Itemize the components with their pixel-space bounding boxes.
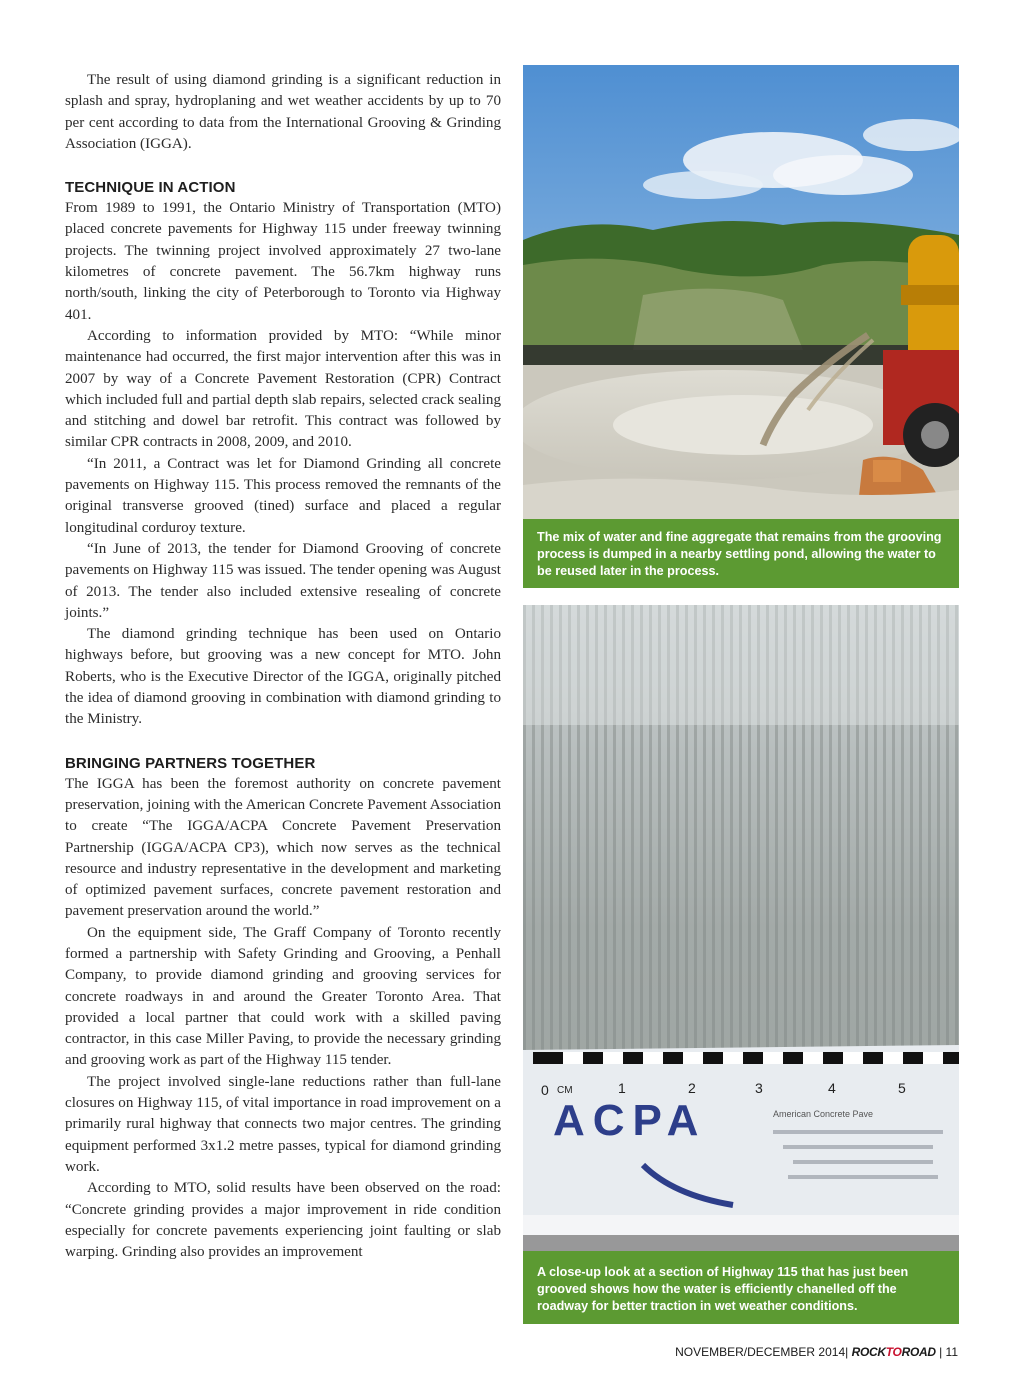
paragraph: According to information provided by MTO: “While minor maintenance had occurred, the first major intervention after this was in 2007 by way of a Concrete Pavement Restoration (CPR) Contract which included full and partial depth slab repairs, selected crack sealing and stitching and dowel bar retrofit. This contract was followed by similar CPR contracts in 2008, 2009, and 2010. [65, 327, 501, 451]
paragraph: “In 2011, a Contract was let for Diamond Grinding all concrete pavements on Highway 115. This process removed the remnants of the original transverse grooved (tined) surface and placed a regular longitudinal corduroy texture. [65, 455, 501, 536]
intro-paragraph: The result of using diamond grinding is a significant reduction in splash and spray, hydroplaning and wet weather accidents by up to 70 per cent according to data from the International Grooving & Grinding Association (IGGA). [65, 72, 501, 152]
svg-text:CM: CM [557, 1085, 573, 1096]
svg-text:2: 2 [688, 1080, 696, 1096]
paragraph: On the equipment side, The Graff Company of Toronto recently formed a partnership with Safety Grinding and Grooving, a Penhall Company, to provide diamond grinding and grooving services for concrete roadways in and around the Greater Toronto Area. That provided a local partner that could work with a skilled paving contractor, in this case Miller Paving, to provide the necessary grinding and grooving work as part of the Highway 115 tender. [65, 924, 501, 1069]
svg-text:1: 1 [618, 1080, 626, 1096]
section-heading-partners: BRINGING PARTNERS TOGETHER [65, 754, 316, 772]
paragraph: The IGGA has been the foremost authority on concrete pavement preservation, joining with the American Concrete Pavement Association to create “The IGGA/ACPA Concrete Pavement Preservation Partnership (IGGA/ACPA CP3), which now serves as the technical resource and industry representative in the development and marketing of optimized pavement surfaces, concrete pavement restoration and pavement preservation around the world.” [65, 775, 501, 920]
photo-caption: The mix of water and fine aggregate that remains from the grooving process is dumped in a nearby settling pond, allowing the water to be reused later in the process. [523, 519, 959, 588]
paragraph: The diamond grinding technique has been used on Ontario highways before, but grooving was a new concept for MTO. John Roberts, who is the Executive Director of the IGGA, originally pitched the idea of diamond grooving in combination with diamond grinding to the Ministry. [65, 626, 501, 728]
magazine-logo: ROCKTOROAD [851, 1345, 936, 1359]
article-body [65, 70, 501, 1263]
issue-date: NOVEMBER/DECEMBER 2014 [675, 1345, 846, 1359]
svg-text:ACPA: ACPA [553, 1096, 707, 1145]
paragraph: According to MTO, solid results have been observed on the road: “Concrete grinding provides a major improvement in ride condition especially for concrete pavements experiencing joint faulting or slab warping. Grinding also provides an improvement [65, 1180, 501, 1261]
paragraph: “In June of 2013, the tender for Diamond Grooving of concrete pavements on Highway 115 was issued. The tender opening was August of 2013. The tender also included extensive resealing of concrete joints.” [65, 540, 501, 621]
page-number: 11 [945, 1345, 958, 1359]
settling-pond-photo [523, 65, 959, 519]
svg-text:4: 4 [828, 1080, 836, 1096]
paragraph: The project involved single-lane reductions rather than full-lane closures on Highway 115, of vital importance in road improvement on a primarily rural highway that connects two major centres. The grinding equipment performed 3x1.2 metre passes, typical for diamond grinding work. [65, 1073, 501, 1175]
svg-text:5: 5 [898, 1080, 906, 1096]
section-heading-technique: TECHNIQUE IN ACTION [65, 179, 236, 197]
svg-text:3: 3 [755, 1080, 763, 1096]
grooved-pavement-photo [523, 605, 959, 1251]
svg-text:American Concrete Pave: American Concrete Pave [773, 1109, 874, 1119]
svg-text:0: 0 [541, 1082, 549, 1098]
paragraph: From 1989 to 1991, the Ontario Ministry of Transportation (MTO) placed concrete pavements for Highway 115 under freeway twinning projects. The twinning project involved approximately 27 two-lane kilometres of concrete pavement. The 56.7km highway runs north/south, linking the city of Peterborough to Toronto via Highway 401. [65, 200, 501, 323]
photo-caption: A close-up look at a section of Highway 115 that has just been grooved shows how the water is efficiently chanelled off the roadway for better traction in wet weather conditions. [523, 1251, 959, 1324]
page-footer: NOVEMBER/DECEMBER 2014| ROCKTOROAD | 11 [675, 1345, 958, 1359]
